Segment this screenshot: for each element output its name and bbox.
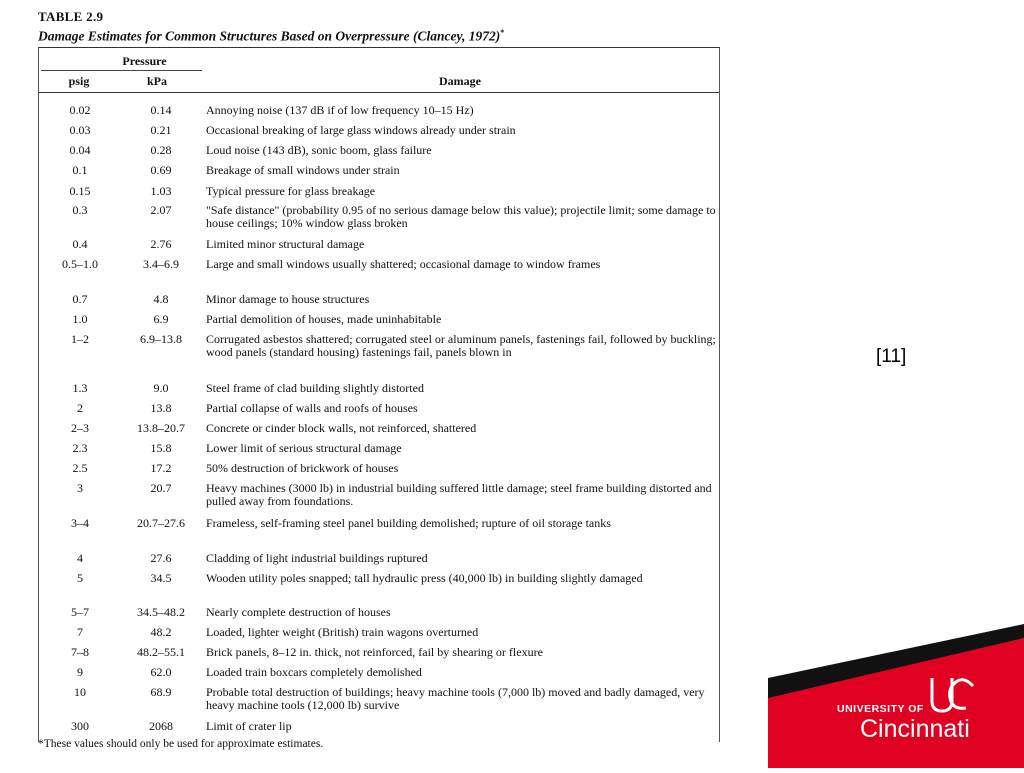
- damage-cell: Limited minor structural damage: [206, 237, 365, 251]
- header-psig: psig: [68, 74, 90, 88]
- damage-cell: Minor damage to house structures: [206, 292, 370, 306]
- damage-cell: Loaded, lighter weight (British) train wagons overturned: [206, 625, 479, 639]
- damage-cell: Occasional breaking of large glass windows already under strain: [206, 123, 516, 137]
- kpa-cell: 9.0: [153, 381, 169, 395]
- header-rule: [39, 92, 719, 93]
- header-damage: Damage: [439, 74, 481, 88]
- kpa-cell: 2.07: [150, 203, 172, 217]
- psig-cell: 0.04: [69, 143, 91, 157]
- psig-cell: 2: [77, 401, 83, 415]
- damage-cell: Wooden utility poles snapped; tall hydraulic press (40,000 lb) in building slightly damaged: [206, 571, 643, 585]
- damage-cell: Lower limit of serious structural damage: [206, 441, 402, 455]
- psig-cell: 0.3: [72, 203, 88, 217]
- psig-cell: 0.4: [72, 237, 88, 251]
- damage-cell: Frameless, self-framing steel panel building demolished; rupture of oil storage tanks: [206, 516, 611, 530]
- kpa-cell: 27.6: [150, 551, 172, 565]
- caption-text: Damage Estimates for Common Structures Based on Overpressure (Clancey, 1972): [38, 28, 501, 44]
- psig-cell: 2.3: [72, 441, 88, 455]
- psig-cell: 0.5–1.0: [62, 257, 98, 271]
- kpa-cell: 34.5: [150, 571, 172, 585]
- damage-cell: Annoying noise (137 dB if of low frequency 10–15 Hz): [206, 103, 474, 117]
- psig-cell: 9: [77, 665, 83, 679]
- table-caption: [38, 25, 728, 45]
- logo-line-university: UNIVERSITY OF: [837, 703, 924, 715]
- psig-cell: 10: [74, 685, 86, 699]
- damage-cell: Loaded train boxcars completely demolished: [206, 665, 422, 679]
- psig-cell: 300: [71, 719, 89, 733]
- university-logo: [768, 616, 1024, 768]
- header-kpa: kPa: [146, 74, 167, 88]
- header-pressure: Pressure: [122, 54, 167, 68]
- table-footnote: *These values should only be used for approximate estimates.: [38, 738, 324, 750]
- kpa-cell: 48.2: [150, 625, 172, 639]
- damage-cell: Probable total destruction of buildings; heavy machine tools (7,000 lb) moved and badly damaged, very heavy machine tools (12,000 lb) survive: [206, 685, 705, 712]
- damage-cell: Partial collapse of walls and roofs of houses: [206, 401, 418, 415]
- psig-cell: 0.15: [69, 184, 91, 198]
- header-divider: [41, 70, 202, 71]
- damage-cell: 50% destruction of brickwork of houses: [206, 461, 399, 475]
- kpa-cell: 20.7: [150, 481, 172, 495]
- kpa-cell: 0.28: [150, 143, 172, 157]
- psig-cell: 3: [77, 481, 83, 495]
- psig-cell: 1.3: [72, 381, 88, 395]
- damage-cell: Limit of crater lip: [206, 719, 292, 733]
- psig-cell: 0.7: [72, 292, 88, 306]
- psig-cell: 3–4: [71, 516, 89, 530]
- damage-cell: Steel frame of clad building slightly distorted: [206, 381, 424, 395]
- damage-cell: Nearly complete destruction of houses: [206, 605, 391, 619]
- kpa-cell: 34.5–48.2: [137, 605, 185, 619]
- damage-cell: Loud noise (143 dB), sonic boom, glass failure: [206, 143, 432, 157]
- reference-number: [11]: [876, 346, 907, 367]
- kpa-cell: 62.0: [150, 665, 172, 679]
- kpa-cell: 68.9: [150, 685, 172, 699]
- damage-cell: Concrete or cinder block walls, not reinforced, shattered: [206, 421, 477, 435]
- psig-cell: 4: [77, 551, 83, 565]
- damage-cell: "Safe distance" (probability 0.95 of no serious damage below this value); projectile limit; some damage to house ceilings; 10% window glass broken: [206, 203, 716, 230]
- kpa-cell: 20.7–27.6: [137, 516, 185, 530]
- psig-cell: 1.0: [72, 312, 88, 326]
- kpa-cell: 2.76: [150, 237, 172, 251]
- psig-cell: 1–2: [71, 332, 89, 346]
- damage-cell: Corrugated asbestos shattered; corrugated steel or aluminum panels, fastenings fail, followed by buckling; wood panels (standard housing) fastenings fail, panels blown in: [206, 332, 716, 359]
- logo-swoosh-graphic: [768, 616, 1024, 768]
- damage-cell: Heavy machines (3000 lb) in industrial building suffered little damage; steel frame building distorted and pulled away from foundations.: [206, 481, 712, 508]
- psig-cell: 7–8: [71, 645, 89, 659]
- kpa-cell: 6.9: [153, 312, 169, 326]
- kpa-cell: 13.8–20.7: [137, 421, 185, 435]
- kpa-cell: 13.8: [150, 401, 172, 415]
- damage-cell: Typical pressure for glass breakage: [206, 184, 376, 198]
- damage-cell: Brick panels, 8–12 in. thick, not reinforced, fail by shearing or flexure: [206, 645, 543, 659]
- psig-cell: 0.03: [69, 123, 91, 137]
- caption-mark: *: [500, 28, 505, 37]
- kpa-cell: 0.21: [150, 123, 172, 137]
- psig-cell: 2.5: [72, 461, 88, 475]
- logo-line-cincinnati: Cincinnati: [860, 715, 970, 743]
- table-frame: [38, 47, 720, 742]
- kpa-cell: 0.69: [150, 163, 172, 177]
- psig-cell: 5: [77, 571, 83, 585]
- table-container: [38, 9, 728, 733]
- kpa-cell: 1.03: [150, 184, 172, 198]
- kpa-cell: 3.4–6.9: [143, 257, 179, 271]
- kpa-cell: 17.2: [150, 461, 172, 475]
- psig-cell: 0.02: [69, 103, 91, 117]
- kpa-cell: 0.14: [150, 103, 172, 117]
- damage-cell: Cladding of light industrial buildings ruptured: [206, 551, 428, 565]
- kpa-cell: 6.9–13.8: [140, 332, 182, 346]
- damage-cell: Breakage of small windows under strain: [206, 163, 400, 177]
- kpa-cell: 2068: [149, 719, 173, 733]
- table-label: TABLE 2.9: [38, 9, 104, 24]
- psig-cell: 7: [77, 625, 83, 639]
- kpa-cell: 48.2–55.1: [137, 645, 185, 659]
- kpa-cell: 4.8: [153, 292, 169, 306]
- damage-cell: Large and small windows usually shattered; occasional damage to window frames: [206, 257, 601, 271]
- kpa-cell: 15.8: [150, 441, 172, 455]
- psig-cell: 2–3: [71, 421, 89, 435]
- damage-cell: Partial demolition of houses, made uninhabitable: [206, 312, 442, 326]
- psig-cell: 0.1: [72, 163, 88, 177]
- psig-cell: 5–7: [71, 605, 89, 619]
